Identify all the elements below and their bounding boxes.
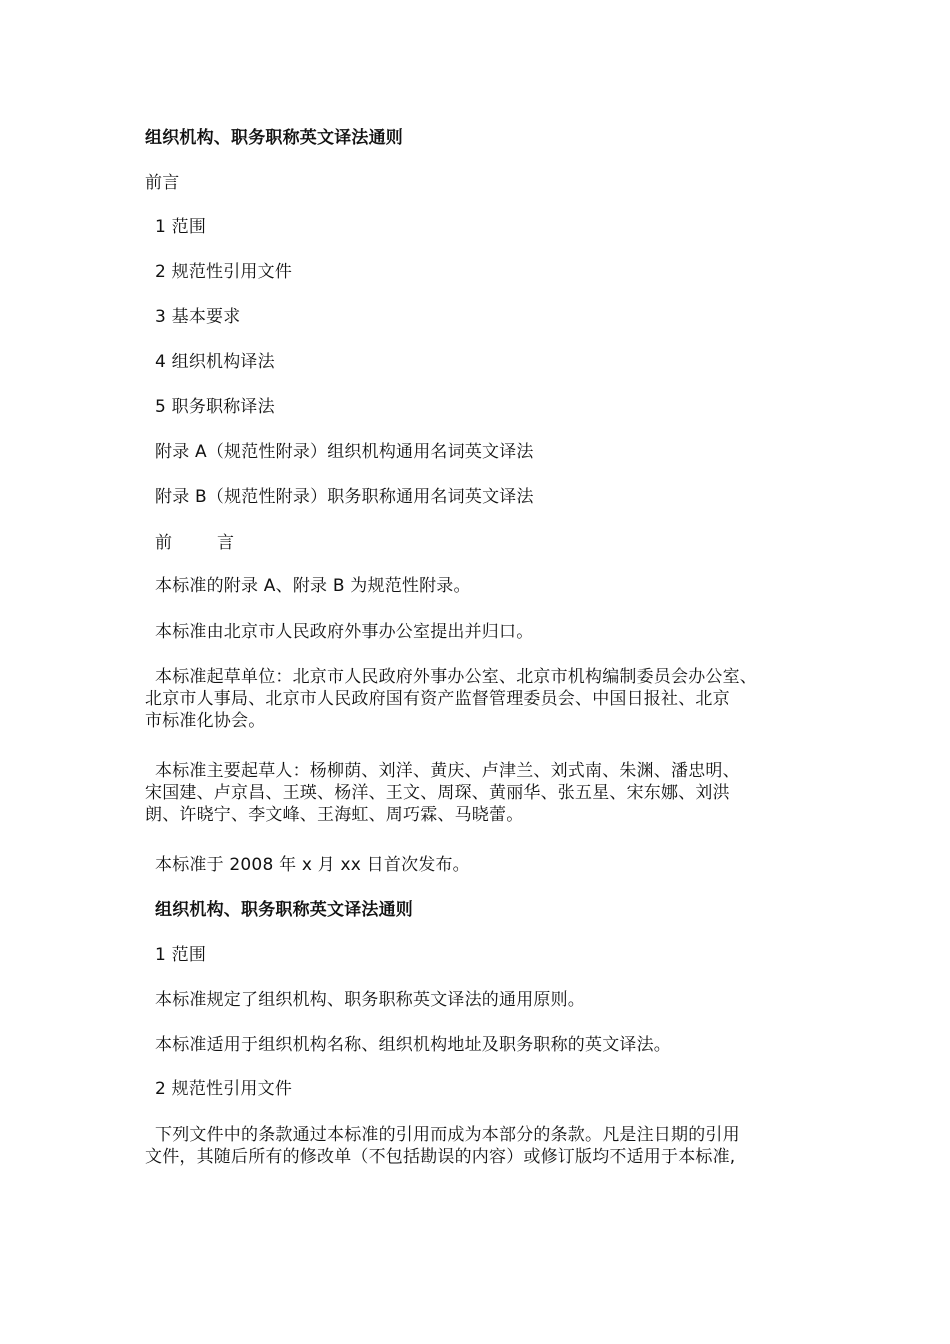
preface-heading: 前 言 bbox=[155, 533, 235, 553]
section-heading: 2 规范性引用文件 bbox=[155, 1079, 293, 1099]
toc-item: 2 规范性引用文件 bbox=[155, 262, 293, 282]
preface-paragraph bbox=[145, 760, 835, 826]
preface-paragraph bbox=[145, 666, 835, 732]
toc-item: 附录 A（规范性附录）组织机构通用名词英文译法 bbox=[155, 442, 534, 462]
preface-paragraph: 本标准由北京市人民政府外事办公室提出并归口。 bbox=[155, 622, 534, 642]
body-title: 组织机构、职务职称英文译法通则 bbox=[155, 900, 413, 920]
paragraph-line: 北京市人事局、北京市人民政府国有资产监督管理委员会、中国日报社、北京 bbox=[145, 689, 730, 709]
toc-item: 5 职务职称译法 bbox=[155, 397, 275, 417]
preface-paragraph: 本标准于 2008 年 x 月 xx 日首次发布。 bbox=[155, 855, 470, 875]
document-title: 组织机构、职务职称英文译法通则 bbox=[145, 128, 403, 148]
section-paragraph bbox=[145, 1124, 835, 1168]
paragraph-line: 本标准主要起草人：杨柳荫、刘洋、黄庆、卢津兰、刘式南、朱渊、潘忠明、 bbox=[155, 761, 740, 781]
paragraph-line: 下列文件中的条款通过本标准的引用而成为本部分的条款。凡是注日期的引用 bbox=[155, 1125, 740, 1145]
paragraph-line: 本标准起草单位：北京市人民政府外事办公室、北京市机构编制委员会办公室、 bbox=[155, 667, 757, 687]
preface-paragraph: 本标准的附录 A、附录 B 为规范性附录。 bbox=[155, 576, 471, 596]
toc-item: 附录 B（规范性附录）职务职称通用名词英文译法 bbox=[155, 487, 534, 507]
toc-heading: 前言 bbox=[145, 173, 180, 193]
section-heading: 1 范围 bbox=[155, 945, 207, 965]
paragraph-line: 朗、许晓宁、李文峰、王海虹、周巧霖、马晓蕾。 bbox=[145, 805, 524, 825]
toc-item: 4 组织机构译法 bbox=[155, 352, 275, 372]
toc-item: 3 基本要求 bbox=[155, 307, 241, 327]
toc-item: 1 范围 bbox=[155, 217, 207, 237]
paragraph-line: 宋国建、卢京昌、王瑛、杨洋、王文、周琛、黄丽华、张五星、宋东娜、刘洪 bbox=[145, 783, 730, 803]
section-paragraph: 本标准规定了组织机构、职务职称英文译法的通用原则。 bbox=[155, 990, 585, 1010]
paragraph-line: 文件，其随后所有的修改单（不包括勘误的内容）或修订版均不适用于本标准, bbox=[145, 1147, 736, 1167]
section-paragraph: 本标准适用于组织机构名称、组织机构地址及职务职称的英文译法。 bbox=[155, 1035, 671, 1055]
paragraph-line: 市标准化协会。 bbox=[145, 711, 266, 731]
